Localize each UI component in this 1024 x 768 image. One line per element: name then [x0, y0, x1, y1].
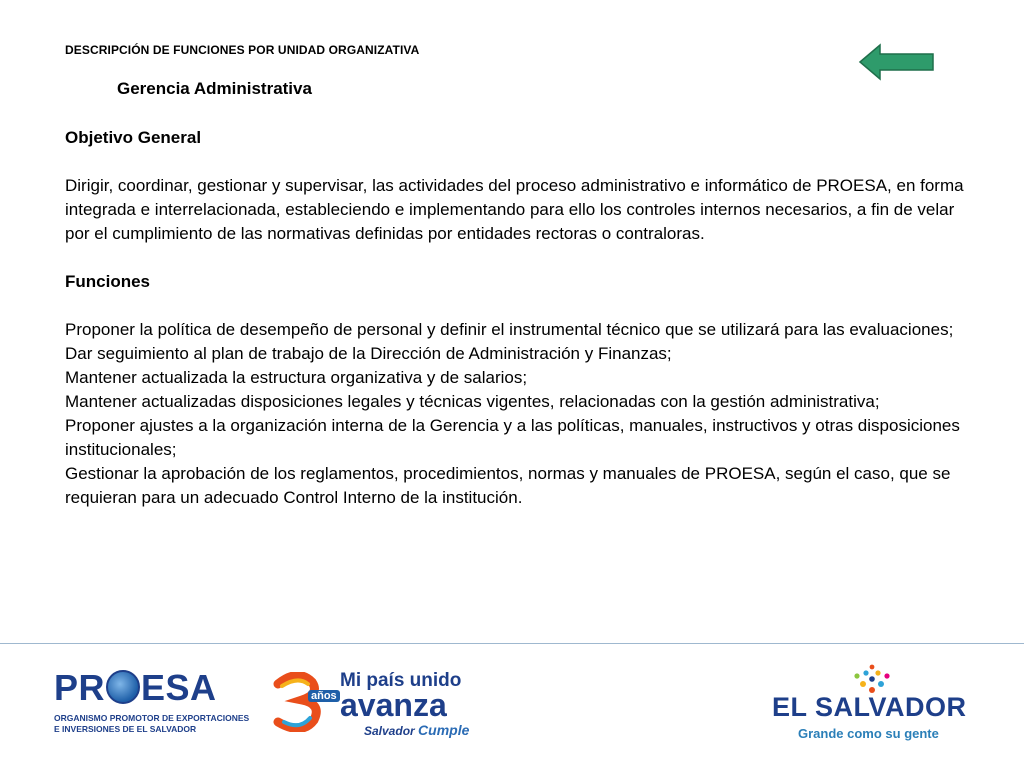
el-salvador-wordmark: EL SALVADOR: [772, 692, 967, 722]
avanza-line2: avanza: [340, 687, 447, 723]
footer-divider: [0, 643, 1024, 644]
proesa-subtitle: ORGANISMO PROMOTOR DE EXPORTACIONES E INVERSIONES DE EL SALVADOR: [54, 713, 250, 734]
funcion-item: Gestionar la aprobación de los reglamentos, procedimientos, normas y manuales de PROESA, según el caso, que se requieran para un adecuado Control Interno de la institución.: [65, 464, 951, 507]
proesa-wordmark: PR ESA: [54, 667, 217, 708]
funcion-item: Mantener actualizada la estructura organizativa y de salarios;: [65, 368, 528, 387]
globe-icon: [106, 670, 140, 704]
proesa-logo: [52, 667, 250, 740]
funciones-heading: Funciones: [65, 272, 151, 291]
funcion-item: Proponer ajustes a la organización interna de la Gerencia y a las políticas, manuales, instructivos y otras disposiciones institucionales;: [65, 416, 960, 459]
avanza-logo: [272, 668, 470, 740]
anos-label: años: [308, 690, 340, 702]
avanza-line1: Mi país unido: [340, 670, 462, 691]
objetivo-text: Dirigir, coordinar, gestionar y supervisar, las actividades del proceso administrativo e informático de PROESA, en forma integrada e interrelacionada, estableciendo e implementando para ello los controles internos necesarios, a fin de velar por el cumplimiento de las normativas definidas por entidades rectoras o contraloras.: [65, 176, 964, 243]
el-salvador-logo: [770, 664, 980, 746]
page-title: DESCRIPCIÓN DE FUNCIONES POR UNIDAD ORGANIZATIVA: [65, 43, 420, 57]
main-content: [65, 126, 965, 510]
left-arrow-icon[interactable]: [858, 43, 936, 81]
el-salvador-tagline: Grande como su gente: [798, 726, 939, 741]
section-subtitle: Gerencia Administrativa: [117, 79, 312, 98]
funcion-item: Dar seguimiento al plan de trabajo de la Dirección de Administración y Finanzas;: [65, 344, 672, 363]
objetivo-heading: Objetivo General: [65, 128, 202, 147]
burst-icon: [852, 664, 892, 694]
funcion-item: Mantener actualizadas disposiciones legales y técnicas vigentes, relacionadas con la gestión administrativa;: [65, 392, 880, 411]
funcion-item: Proponer la política de desempeño de personal y definir el instrumental técnico que se utilizará para las evaluaciones;: [65, 320, 954, 339]
three-years-icon: [272, 672, 324, 732]
avanza-line3: Salvador Cumple: [364, 722, 470, 738]
